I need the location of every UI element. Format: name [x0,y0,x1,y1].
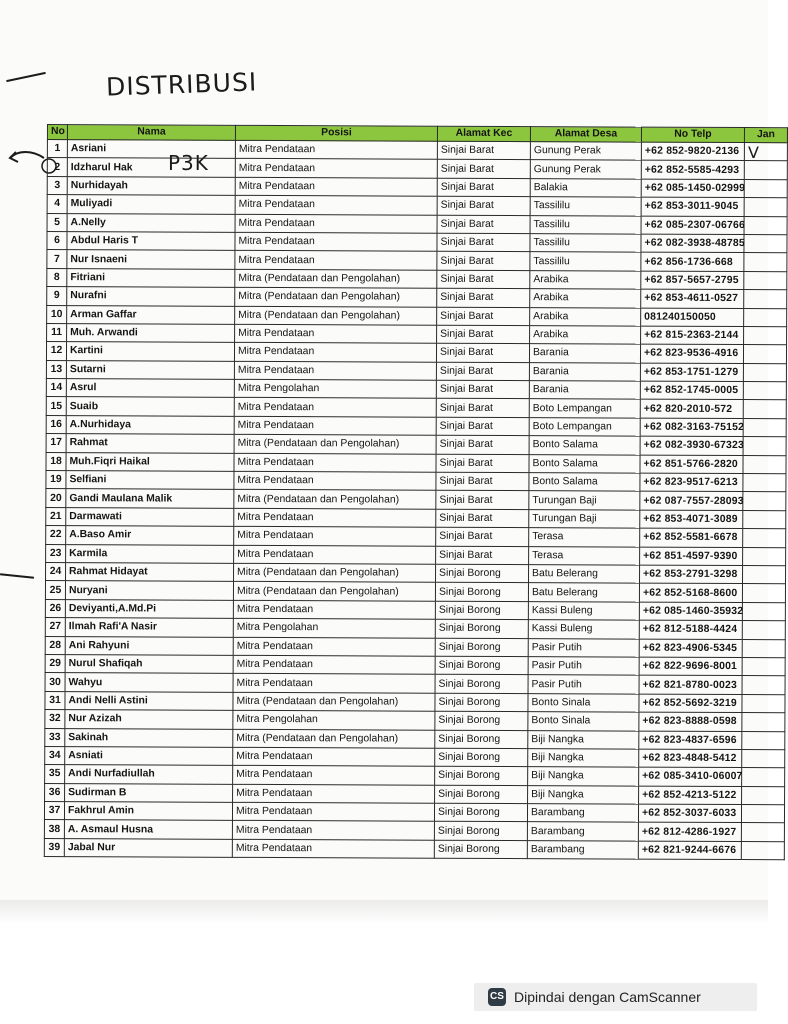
jan-cell [742,639,785,658]
district: Sinjai Borong [435,785,528,804]
position: Mitra Pendataan [233,655,435,674]
district: Sinjai Barat [436,380,529,399]
column-header: No Telp [641,127,744,142]
row-number: 16 [46,415,66,433]
row-number: 20 [46,489,66,507]
district: Sinjai Barat [437,141,530,160]
village: Barania [529,381,640,400]
phone-number: +62 085-1450-02999 [641,179,744,198]
jan-cell [742,694,785,713]
village: Bonto Salama [529,436,640,455]
district: Sinjai Borong [435,711,528,730]
member-name: Muliyadi [67,195,235,214]
member-name: Andi Nelli Astini [65,691,233,710]
member-name: Rahmat [66,434,234,453]
column-header: No [47,125,67,140]
camscanner-watermark [474,983,757,1011]
member-name: Sudirman B [65,783,233,802]
member-name: Deviyanti,A.Md.Pi [65,599,233,618]
position: Mitra (Pendataan dan Pengolahan) [235,269,437,288]
position: Mitra Pendataan [234,508,436,527]
position: Mitra Pendataan [233,747,435,766]
position: Mitra Pendataan [234,471,436,490]
jan-cell [744,290,787,309]
phone-number: +62 812-5188-4424 [639,620,742,639]
row-number: 22 [46,526,66,544]
jan-cell [743,492,786,511]
phone-number: +62 851-5766-2820 [640,455,743,474]
position: Mitra Pendataan [234,361,436,380]
column-header: Posisi [235,125,437,141]
district: Sinjai Barat [436,491,529,510]
village: Barania [529,362,640,381]
distribution-table [44,124,788,860]
position: Mitra Pendataan [233,637,435,656]
position: Mitra Pendataan [235,195,437,214]
village: Terasa [529,528,640,547]
row-number: 14 [46,379,66,397]
phone-number: +62 082-3930-67323 [640,436,743,455]
position: Mitra Pendataan [235,177,437,196]
district: Sinjai Borong [435,656,528,675]
row-number: 21 [46,507,66,525]
jan-cell [742,676,785,695]
district: Sinjai Barat [436,509,529,528]
row-number: 13 [46,360,66,378]
village: Gunung Perak [530,160,641,179]
village: Batu Belerang [528,583,639,602]
row-number: 31 [45,691,65,709]
phone-number: +62 823-4837-6596 [639,731,742,750]
row-number: 3 [47,176,67,194]
member-name: Ilmah Rafi'A Nasir [65,618,233,637]
jan-cell [744,234,787,253]
position: Mitra (Pendataan dan Pengolahan) [234,490,436,509]
row-number: 15 [46,397,66,415]
village: Arabika [530,270,641,289]
jan-cell [743,529,786,548]
member-name: Sutarni [66,360,234,379]
column-header: Alamat Kec [437,126,530,141]
row-number: 2 [47,158,67,176]
position: Mitra (Pendataan dan Pengolahan) [234,435,436,454]
member-name: Darmawati [66,507,234,526]
village: Arabika [530,326,641,345]
jan-cell [742,749,785,768]
position: Mitra Pendataan [234,545,436,564]
phone-number: +62 812-4286-1927 [638,823,741,842]
handwritten-note: P3K [168,151,209,175]
row-number: 11 [47,323,67,341]
table-body [44,140,787,860]
member-name: Fitriani [67,268,235,287]
district: Sinjai Barat [437,325,530,344]
row-number: 23 [46,544,66,562]
jan-cell [743,510,786,529]
column-header: Nama [67,125,235,141]
jan-cell [742,731,785,750]
district: Sinjai Borong [434,840,527,859]
member-name: Nurafni [67,287,235,306]
handwritten-line [0,573,34,579]
position: Mitra Pendataan [235,214,437,233]
village: Pasir Putih [528,675,639,694]
district: Sinjai Barat [437,270,530,289]
village: Barambang [527,804,638,823]
jan-cell [744,326,787,345]
phone-number: +62 082-3938-48785 [641,234,744,253]
member-name: Wahyu [65,673,233,692]
phone-number: +62 851-4597-9390 [640,547,743,566]
jan-cell [744,216,787,235]
column-header: Alamat Desa [530,127,641,142]
watermark-text: Dipindai dengan CamScanner [514,989,701,1005]
position: Mitra Pendataan [232,821,434,840]
member-name: Gandi Maulana Malik [66,489,234,508]
district: Sinjai Borong [435,619,528,638]
jan-cell [742,657,785,676]
district: Sinjai Barat [437,233,530,252]
jan-cell [741,841,784,860]
jan-cell [744,161,787,180]
position: Mitra Pendataan [233,766,435,785]
jan-cell [742,768,785,787]
jan-cell [743,382,786,401]
jan-cell [744,271,787,290]
member-name: Asrul [66,379,234,398]
member-name: Nurhidayah [67,176,235,195]
row-number: 37 [44,802,64,820]
district: Sinjai Barat [436,362,529,381]
phone-number: +62 853-3011-9045 [641,197,744,216]
phone-number: +62 085-2307-06766 [641,216,744,235]
member-name: A.Nelly [67,213,235,232]
row-number: 38 [44,820,64,838]
district: Sinjai Borong [434,822,527,841]
position: Mitra (Pendataan dan Pengolahan) [234,563,436,582]
member-name: Ani Rahyuni [65,636,233,655]
jan-cell [743,437,786,456]
district: Sinjai Borong [435,601,528,620]
village: Arabika [530,307,641,326]
row-number: 9 [47,287,67,305]
district: Sinjai Barat [436,399,529,418]
phone-number: +62 852-9820-2136 [641,142,744,161]
phone-number: +62 087-7557-28093 [640,492,743,511]
row-number: 17 [46,434,66,452]
district: Sinjai Barat [436,417,529,436]
village: Arabika [530,289,641,308]
handwritten-title: DISTRIBUSI [105,67,258,102]
village: Bonto Sinala [528,693,639,712]
district: Sinjai Borong [435,675,528,694]
member-name: Arman Gaffar [67,305,235,324]
village: Biji Nangka [528,767,639,786]
position: Mitra (Pendataan dan Pengolahan) [235,287,437,306]
phone-number: +62 823-4906-5345 [639,639,742,658]
village: Kassi Buleng [528,620,639,639]
district: Sinjai Barat [436,343,529,362]
phone-number: +62 856-1736-668 [641,252,744,271]
jan-cell [744,143,787,162]
district: Sinjai Barat [436,546,529,565]
member-name: Asriani [67,140,235,159]
row-number: 10 [47,305,67,323]
position: Mitra Pendataan [234,527,436,546]
row-number: 28 [45,636,65,654]
phone-number: +62 823-8888-0598 [639,712,742,731]
position: Mitra Pendataan [234,453,436,472]
row-number: 19 [46,471,66,489]
member-name: Rahmat Hidayat [66,563,234,582]
village: Biji Nangka [528,748,639,767]
row-number: 7 [47,250,67,268]
district: Sinjai Barat [437,252,530,271]
village: Gunung Perak [530,142,641,161]
position: Mitra Pendataan [235,251,437,270]
row-number: 30 [45,673,65,691]
row-number: 1 [47,140,67,158]
position: Mitra Pendataan [235,232,437,251]
village: Barania [529,344,640,363]
jan-cell [744,179,787,198]
row-number: 12 [46,342,66,360]
phone-number: +62 853-4071-3089 [640,510,743,529]
phone-number: +62 853-2791-3298 [640,565,743,584]
row-number: 34 [45,746,65,764]
village: Terasa [529,546,640,565]
district: Sinjai Barat [436,435,529,454]
position: Mitra Pendataan [234,343,436,362]
village: Pasir Putih [528,638,639,657]
member-name: Nur Azizah [65,710,233,729]
jan-cell [742,621,785,640]
row-number: 5 [47,213,67,231]
phone-number: +62 852-5581-6678 [640,528,743,547]
phone-number: +62 821-9244-6676 [638,841,741,860]
village: Boto Lempangan [529,417,640,436]
jan-cell [743,345,786,364]
member-name: A. Asmaul Husna [64,820,232,839]
district: Sinjai Borong [435,748,528,767]
jan-cell [742,602,785,621]
position: Mitra Pendataan [232,839,434,858]
camscanner-logo-icon: CS [488,988,506,1006]
phone-number: +62 852-3037-6033 [638,804,741,823]
phone-number: +62 823-9517-6213 [640,473,743,492]
district: Sinjai Barat [437,178,530,197]
position: Mitra Pendataan [235,159,437,178]
row-number: 8 [47,268,67,286]
position: Mitra (Pendataan dan Pengolahan) [233,692,435,711]
phone-number: +62 853-4611-0527 [641,289,744,308]
position: Mitra Pendataan [233,674,435,693]
table-row [44,838,784,860]
position: Mitra Pendataan [235,140,437,159]
district: Sinjai Barat [437,215,530,234]
member-name: Selfiani [66,471,234,490]
jan-cell [743,418,786,437]
phone-number: 081240150050 [641,308,744,327]
village: Bonto Sinala [528,712,639,731]
phone-number: +62 852-1745-0005 [640,381,743,400]
member-name: A.Baso Amir [66,526,234,545]
village: Balakia [530,178,641,197]
row-number: 29 [45,654,65,672]
jan-cell [742,786,785,805]
row-number: 33 [45,728,65,746]
position: Mitra (Pendataan dan Pengolahan) [233,729,435,748]
jan-cell [743,455,786,474]
member-name: Kartini [66,342,234,361]
village: Turungan Baji [529,509,640,528]
village: Barambang [527,822,638,841]
district: Sinjai Barat [437,160,530,179]
village: Turungan Baji [529,491,640,510]
member-name: Suaib [66,397,234,416]
district: Sinjai Borong [436,564,529,583]
position: Mitra Pengolahan [234,379,436,398]
column-header: Jan [744,128,787,143]
village: Kassi Buleng [528,601,639,620]
member-name: Nuryani [65,581,233,600]
village: Tassililu [530,234,641,253]
member-name: Nurul Shafiqah [65,655,233,674]
jan-cell [742,584,785,603]
member-name: Fakhrul Amin [64,802,232,821]
district: Sinjai Borong [435,693,528,712]
phone-number: +62 821-8780-0023 [639,675,742,694]
row-number: 35 [45,765,65,783]
member-name: Muh.Fiqri Haikal [66,452,234,471]
district: Sinjai Barat [436,454,529,473]
phone-number: +62 852-5692-3219 [639,694,742,713]
phone-number: +62 082-3163-75152 [640,418,743,437]
village: Tassililu [530,215,641,234]
district: Sinjai Barat [436,472,529,491]
row-number: 24 [46,562,66,580]
phone-number: +62 852-5168-8600 [639,583,742,602]
jan-cell [743,547,786,566]
member-name: Karmila [66,544,234,563]
phone-number: +62 820-2010-572 [640,400,743,419]
jan-cell [742,713,785,732]
member-name: Muh. Arwandi [67,323,235,342]
district: Sinjai Borong [435,583,528,602]
member-name: Abdul Haris T [67,232,235,251]
phone-number: +62 085-1460-35932 [639,602,742,621]
jan-cell [743,363,786,382]
member-name: Asniati [65,746,233,765]
district: Sinjai Barat [437,196,530,215]
row-number: 25 [45,581,65,599]
row-number: 4 [47,195,67,213]
position: Mitra Pendataan [234,416,436,435]
phone-number: +62 823-4848-5412 [639,749,742,768]
jan-cell [741,823,784,842]
village: Tassililu [530,252,641,271]
phone-number: +62 823-9536-4916 [640,344,743,363]
member-name: Jabal Nur [64,838,232,857]
position: Mitra (Pendataan dan Pengolahan) [233,582,435,601]
district: Sinjai Borong [435,638,528,657]
jan-cell [744,198,787,217]
row-number: 6 [47,231,67,249]
district: Sinjai Borong [435,766,528,785]
district: Sinjai Barat [436,527,529,546]
position: Mitra Pengolahan [233,618,435,637]
district: Sinjai Barat [437,288,530,307]
row-number: 32 [45,710,65,728]
row-number: 39 [44,838,64,856]
row-number: 18 [46,452,66,470]
village: Biji Nangka [528,730,639,749]
position: Mitra Pendataan [232,802,434,821]
phone-number: +62 085-3410-06007 [639,767,742,786]
phone-number: +62 852-4213-5122 [639,786,742,805]
jan-cell [741,805,784,824]
position: Mitra Pendataan [233,600,435,619]
member-name: Nur Isnaeni [67,250,235,269]
row-number: 26 [45,599,65,617]
district: Sinjai Barat [437,307,530,326]
position: Mitra Pendataan [233,784,435,803]
member-name: A.Nurhidaya [66,415,234,434]
handwritten-check: V [748,143,760,162]
village: Tassililu [530,197,641,216]
phone-number: +62 815-2363-2144 [641,326,744,345]
position: Mitra (Pendataan dan Pengolahan) [235,306,437,325]
jan-cell [743,400,786,419]
district: Sinjai Borong [434,803,527,822]
row-number: 36 [45,783,65,801]
phone-number: +62 852-5585-4293 [641,160,744,179]
district: Sinjai Borong [435,730,528,749]
village: Boto Lempangan [529,399,640,418]
village: Barambang [527,840,638,859]
village: Bonto Salama [529,454,640,473]
position: Mitra Pengolahan [233,710,435,729]
row-number: 27 [45,618,65,636]
member-name: Sakinah [65,728,233,747]
jan-cell [742,566,785,585]
handwritten-dash [6,72,46,82]
member-name: Andi Nurfadiullah [65,765,233,784]
village: Pasir Putih [528,657,639,676]
village: Batu Belerang [529,565,640,584]
jan-cell [744,308,787,327]
village: Biji Nangka [528,785,639,804]
village: Bonto Salama [529,473,640,492]
phone-number: +62 857-5657-2795 [641,271,744,290]
position: Mitra Pendataan [235,324,437,343]
position: Mitra Pendataan [234,398,436,417]
jan-cell [743,474,786,493]
jan-cell [744,253,787,272]
member-name: Idzharul Hak [67,158,235,177]
page-edge [0,900,768,924]
phone-number: +62 853-1751-1279 [640,363,743,382]
phone-number: +62 822-9696-8001 [639,657,742,676]
